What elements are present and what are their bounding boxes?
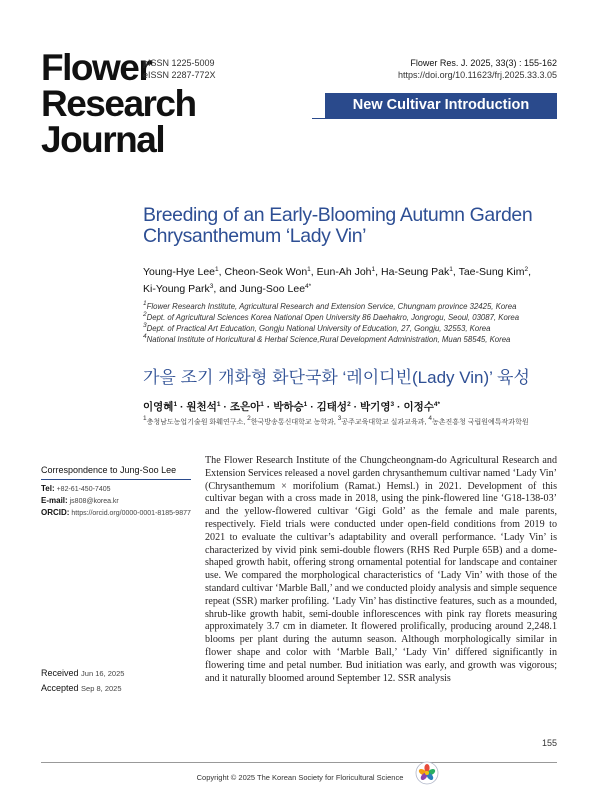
header-rule xyxy=(312,118,557,119)
citation: Flower Res. J. 2025, 33(3) : 155-162 xyxy=(410,58,557,68)
korean-affiliation-mark: 3 xyxy=(337,415,342,422)
author-name: Ki-Young Park xyxy=(143,283,210,295)
affiliation-text: National Institute of Horicultural & Herbal Science,Rural Development Administration, Muan 58545, Korea xyxy=(146,335,511,344)
accepted-row xyxy=(41,681,191,696)
article-title xyxy=(143,205,563,247)
korean-author-name: 이정수 xyxy=(403,401,434,413)
correspondence-block xyxy=(41,464,191,519)
affiliation-mark: 2 xyxy=(143,311,147,318)
author-name: Tae-Sung Kim xyxy=(458,266,525,278)
korean-affiliation-mark: 2 xyxy=(247,415,251,422)
copyright: Copyright © 2025 The Korean Society for Floricultural Science xyxy=(196,773,404,782)
affiliation-mark: 3 xyxy=(143,322,147,329)
journal-title-line: Research xyxy=(41,83,196,124)
pissn: pISSN 1225-5009 xyxy=(143,58,215,68)
ksfs-emblem-icon xyxy=(415,761,439,785)
orcid-value[interactable]: https://orcid.org/0000-0001-8185-9877 xyxy=(71,510,191,517)
accepted-label: Accepted xyxy=(41,683,79,693)
author-separator: , xyxy=(452,266,459,278)
correspondence-heading: Correspondence to Jung-Soo Lee xyxy=(41,464,191,480)
korean-title: 가을 조기 개화형 화단국화 ‘레이디빈(Lady Vin)’ 육성 xyxy=(143,368,530,387)
tel-label: Tel: xyxy=(41,484,55,493)
affiliation-item xyxy=(143,334,563,345)
korean-author-name: 박하승 xyxy=(273,401,304,413)
author-affiliation-mark: 1 xyxy=(449,266,453,273)
korean-author-name: 박기영 xyxy=(360,401,391,413)
korean-affiliation-text: 공주교육대학교 실과교육과, xyxy=(341,419,429,426)
doi-link[interactable]: https://doi.org/10.11623/frj.2025.33.3.05 xyxy=(398,70,557,80)
korean-author-name: 조은아 xyxy=(229,401,261,413)
received-row xyxy=(41,666,191,681)
email-row xyxy=(41,495,191,507)
issn-block xyxy=(143,57,216,81)
korean-author-list xyxy=(143,399,563,415)
author-separator: , and xyxy=(213,283,240,295)
author-separator: , xyxy=(528,266,532,278)
korean-author-separator: · xyxy=(307,401,317,413)
affiliation-text: Dept. of Agricultural Sciences Korea National Open University 86 Daehakro, Jongrogu, Seoul, 03087, Korea xyxy=(146,313,520,322)
korean-affiliation-text: 한국방송통신대학교 농학과, xyxy=(250,419,338,426)
korean-author-mark: 1 xyxy=(173,401,178,408)
author-name: Ha-Seung Pak xyxy=(380,266,450,278)
korean-author-separator: · xyxy=(177,401,187,413)
page-number: 155 xyxy=(541,738,557,748)
email-value[interactable]: js808@korea.kr xyxy=(69,498,119,505)
korean-affiliation-mark: 4 xyxy=(428,415,432,422)
author-affiliation-mark: 2 xyxy=(524,266,529,273)
affiliation-item xyxy=(143,301,563,312)
author-name: Jung-Soo Lee xyxy=(239,283,306,295)
affiliation-text: Flower Research Institute, Agricultural Research and Extension Service, Chungnam province 32425, Korea xyxy=(146,302,517,311)
author-line xyxy=(143,264,563,281)
author-list xyxy=(143,264,563,298)
korean-author-mark: 1 xyxy=(260,401,264,408)
korean-author-name: 이영혜 xyxy=(143,401,174,413)
author-affiliation-mark: 1 xyxy=(307,266,311,273)
journal-title-line: Journal xyxy=(41,119,165,160)
korean-affiliation-mark: 1 xyxy=(143,415,147,422)
korean-author-name: 김태성 xyxy=(316,401,348,413)
email-label: E-mail: xyxy=(41,496,68,505)
orcid-label: ORCID: xyxy=(41,508,70,517)
author-separator: , xyxy=(310,266,317,278)
tel-value: +82-61-450-7405 xyxy=(56,486,111,493)
author-separator: , xyxy=(375,266,381,278)
author-affiliation-mark: 1 xyxy=(371,266,376,273)
author-affiliation-mark: 4* xyxy=(305,283,312,290)
article-title-line: Chrysanthemum ‘Lady Vin’ xyxy=(143,225,367,247)
author-affiliation-mark: 1 xyxy=(215,266,219,273)
korean-author-mark: 2 xyxy=(347,401,351,408)
korean-author-mark: 3 xyxy=(390,401,395,408)
affiliation-item xyxy=(143,323,563,334)
korean-affiliation-text: 충청남도농업기술원 화훼연구소, xyxy=(146,419,248,426)
author-name: Young-Hye Lee xyxy=(143,266,216,278)
accepted-date: Sep 8, 2025 xyxy=(81,684,122,693)
orcid-row xyxy=(41,507,191,519)
received-label: Received xyxy=(41,668,79,678)
korean-author-separator: · xyxy=(220,401,230,413)
article-title-line: Breeding of an Early-Blooming Autumn Garden xyxy=(143,204,533,226)
dates-block xyxy=(41,666,191,696)
received-date: Jun 16, 2025 xyxy=(81,669,125,678)
korean-author-mark: 1 xyxy=(303,401,308,408)
affiliation-mark: 1 xyxy=(143,300,147,307)
author-line xyxy=(143,281,563,298)
korean-author-separator: · xyxy=(394,401,404,413)
journal-title-line: Flower xyxy=(41,47,152,88)
korean-author-separator: · xyxy=(263,401,274,413)
korean-author-name: 원천석 xyxy=(186,401,217,413)
author-name: Eun-Ah Joh xyxy=(316,266,372,278)
affiliation-mark: 4 xyxy=(143,333,147,340)
affiliation-item xyxy=(143,312,563,323)
author-name: Cheon-Seok Won xyxy=(224,266,308,278)
author-separator: , xyxy=(218,266,225,278)
citation-block xyxy=(398,57,557,81)
korean-author-separator: · xyxy=(350,401,361,413)
abstract-text: The Flower Research Institute of the Chungcheongnam-do Agricultural Research and Extension Services released a novel garden chrysanthemum cultivar named ‘Lady Vin’ (Chrysanthemum × morifolium (Ramat.) Hemsl.) in 2021. Development of this cultivar began with a cross made in 2018, using the pink-flowered line ‘G18-138-03’ and the yellow-flowered cultivar ‘Gigi Gold’ as the female and male parents, respectively. Field trials were conducted under open-field conditions from 2019 to 2021 to evaluate the cultivar’s adaptability and overall performance. ‘Lady Vin’ is characterized by vivid pink semi-double flowers (RHS Red Purple 65B) and a dome-shaped growth habit, offering strong ornamental potential for landscape and container use. We compared the morphological characteristics of ‘Lady Vin’ with those of the standard cultivar ‘Marble Ball,’ and we conducted ploidy analysis and simple sequence repeat (SSR) marker profiling. ‘Lady Vin’ has distinctive features, such as a mounded, shrub-like growth habit, semi-double inflorescences with pink ray florets measuring approximately 3.7 cm in diameter. It flowered prolifically, producing around 2,248.1 blooms per plant during the autumn season. Although morphologically similar in flower shape and color with ‘Marble Ball,’ ‘Lady Vin’ differed significantly in flowering time and petal number. Bud initiation was early, and growth was vigorous; and it naturally bloomed around September 12. SSR analysis xyxy=(205,455,557,684)
korean-author-mark: 4* xyxy=(433,401,441,408)
korean-affiliation-text: 농촌진흥청 국립원예특작과학원 xyxy=(431,419,529,426)
footer-rule xyxy=(41,762,557,763)
tel-row xyxy=(41,483,191,495)
author-affiliation-mark: 3 xyxy=(209,283,214,290)
korean-author-mark: 1 xyxy=(216,401,221,408)
affiliation-list xyxy=(143,301,563,345)
eissn: eISSN 2287-772X xyxy=(143,70,216,80)
section-banner: New Cultivar Introduction xyxy=(325,93,557,118)
korean-affiliation-list xyxy=(143,415,568,428)
affiliation-text: Dept. of Practical Art Education, Gongju National University of Education, 27, Gongju, 32553, Korea xyxy=(146,324,491,333)
